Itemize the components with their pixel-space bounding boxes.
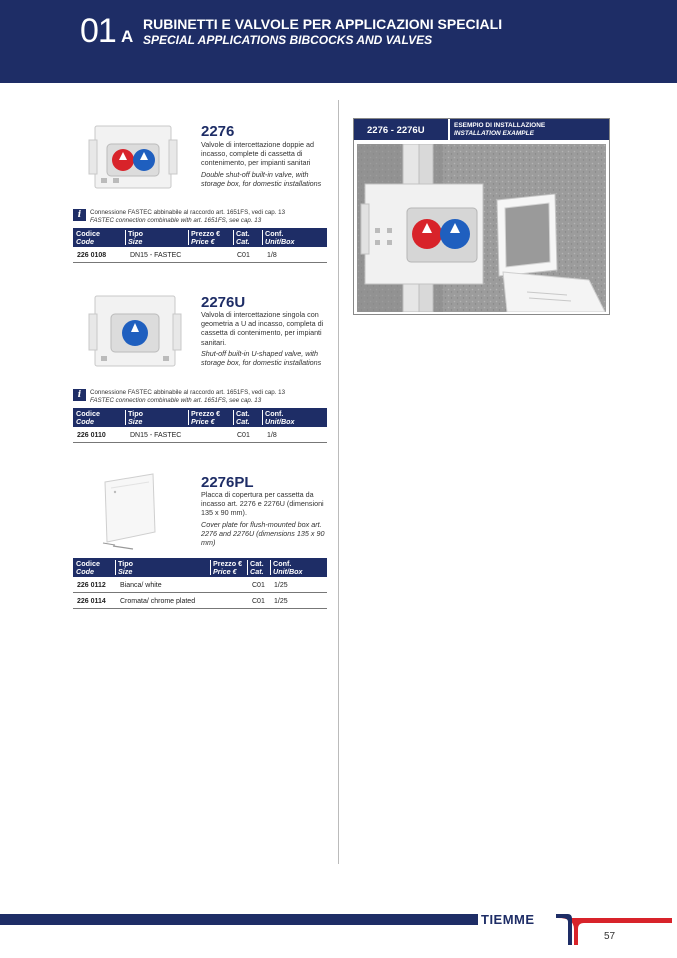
installation-photo [357,144,606,312]
chapter-title-it: RUBINETTI E VALVOLE PER APPLICAZIONI SPECIALI [143,16,503,32]
note-text [90,389,285,404]
col-price: Prezzo € Price € [191,409,221,426]
cell-type: DN15 - FASTEC [130,252,182,259]
footer-bar [0,914,478,925]
col-type: Tipo Size [128,229,144,246]
column-divider [338,100,339,864]
table-row [73,427,327,443]
col-divider [247,560,248,575]
col-type: Tipo Size [118,559,134,576]
product-2276pl [73,472,327,612]
chapter-title-en: SPECIAL APPLICATIONS BIBCOCKS AND VALVES [143,33,433,47]
product-code: 2276 [201,123,235,140]
fastec-note [73,209,327,225]
col-cat: Cat. Cat. [236,229,250,246]
col-divider [115,560,116,575]
note-it: Connessione FASTEC abbinabile al raccordo art. 1651FS, vedi cap. 13 [90,389,286,396]
cell-code: 226 0114 [77,598,106,605]
col-conf: Conf. Unit/Box [265,409,295,426]
product-description [201,140,327,188]
description-it: Valvola di intercettazione singola con geometria a U ad incasso, completa di cassetta di contenimento, per impianti sanitari. [201,310,324,347]
description-en: Shut-off built-in U-shaped valve, with storage box, for domestic installations [201,348,322,368]
note-it: Connessione FASTEC abbinabile al raccordo art. 1651FS, vedi cap. 13 [90,209,286,216]
product-table [73,558,327,609]
col-divider [125,230,126,245]
col-divider [188,230,189,245]
product-image-2276pl [87,472,167,554]
col-code: Codice Code [76,409,100,426]
cell-cat: C01 [252,598,265,605]
table-row [73,577,327,593]
product-2276 [73,118,327,264]
table-row [73,247,327,263]
installation-label-en: INSTALLATION EXAMPLE [454,130,534,137]
fastec-note [73,389,327,405]
col-divider [125,410,126,425]
table-header [73,228,327,247]
col-price: Prezzo € Price € [191,229,221,246]
col-conf: Conf. Unit/Box [273,559,303,576]
installation-header [354,119,609,140]
col-code: Codice Code [76,559,100,576]
product-table [73,228,327,263]
table-header [73,558,327,577]
product-2276u [73,292,327,444]
brand-swoosh-icon [548,912,677,948]
product-description [201,490,327,547]
col-type: Tipo Size [128,409,144,426]
cell-code: 226 0108 [77,252,107,259]
col-divider [262,230,263,245]
table-row [73,593,327,609]
col-divider [262,410,263,425]
chapter-letter: A [121,27,134,46]
product-description [201,310,327,367]
info-icon: i [73,389,86,401]
description-it: Placca di copertura per cassetta da incasso art. 2276 e 2276U (dimensioni 135 x 90 mm). [201,490,324,518]
col-divider [233,230,234,245]
description-it: Valvole di intercettazione doppie ad incasso, complete di cassetta di contenimento, per impianti sanitari [201,140,314,168]
product-table [73,408,327,443]
installation-codes: 2276 - 2276U [367,125,425,136]
brand-logo: TIEMME [481,912,535,927]
product-code: 2276U [201,294,246,311]
col-cat: Cat. Cat. [236,409,250,426]
description-en: Double shut-off built-in valve, with storage box, for domestic installations [201,169,322,188]
col-divider [210,560,211,575]
note-en: FASTEC connection combinable with art. 1651FS, see cap. 13 [90,396,262,404]
description-en: Cover plate for flush-mounted box art. 2276 and 2276U (dimensions 135 x 90 mm) [201,519,325,548]
col-price: Prezzo € Price € [213,559,243,576]
note-text [90,209,285,224]
cell-conf: 1/8 [267,432,277,439]
info-icon: i [73,209,86,221]
installation-label-it: ESEMPIO DI INSTALLAZIONE [454,122,546,129]
page-number: 57 [604,931,616,942]
cell-conf: 1/8 [267,252,277,259]
cell-conf: 1/25 [274,598,288,605]
product-image-2276u [87,292,183,374]
cell-cat: C01 [237,252,250,259]
cell-cat: C01 [237,432,250,439]
product-code: 2276PL [201,474,254,491]
cell-cat: C01 [252,582,265,589]
cell-type: DN15 - FASTEC [130,432,182,439]
col-conf: Conf. Unit/Box [265,229,295,246]
chapter-header [0,0,677,83]
col-cat: Cat. Cat. [250,559,264,576]
cell-code: 226 0112 [77,582,106,589]
table-header [73,408,327,427]
col-divider [188,410,189,425]
cell-code: 226 0110 [77,432,106,439]
chapter-number: 01 [80,12,116,50]
note-en: FASTEC connection combinable with art. 1651FS, see cap. 13 [90,216,262,224]
cell-type: Cromata/ chrome plated [120,598,196,605]
installation-example [353,118,610,315]
product-image-2276 [87,120,179,196]
cell-conf: 1/25 [274,582,288,589]
cell-type: Bianca/ white [120,582,162,589]
header-divider [448,119,450,140]
col-code: Codice Code [76,229,100,246]
col-divider [233,410,234,425]
col-divider [270,560,271,575]
